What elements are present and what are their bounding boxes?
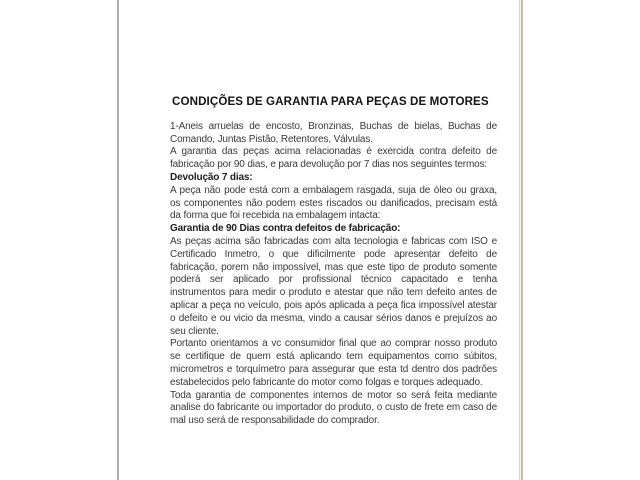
page-left-border bbox=[117, 0, 119, 480]
paragraph-return-terms: A peça não pode está com a embalagem rasgada, suja de óleo ou graxa, os componentes não podem estes riscados ou danificados, precisam está da forma que foi recebida na embalagem intacta: bbox=[170, 184, 497, 222]
paragraph-final-note: Toda garantia de componentes internos de motor so será feita mediante analise do fabricante ou importador do produto, o custo de frete em caso de mal uso será de responsabilidade do comprador. bbox=[170, 389, 497, 427]
document-title: CONDIÇÕES DE GARANTIA PARA PEÇAS DE MOTORES bbox=[172, 95, 489, 108]
page-right-border bbox=[519, 0, 523, 480]
paragraph-warranty-intro: A garantia das peças acima relacionadas é exercida contra defeito de fabricação por 90 dias, e para devolução por 7 dias nos seguintes termos: bbox=[170, 146, 497, 171]
paragraph-warranty-details-2: Portanto orientamos a vc consumidor final que ao comprar nosso produto se certifique de quem está aplicando tem equipamentos como súbitos, micrometros e torquímetro para assegurar que esta td dentro dos padrões estabelecidos pelo fabricante do motor como folgas e torques adequado. bbox=[170, 338, 497, 388]
paragraph-warranty-details-1: As peças acima são fabricadas com alta tecnologia e fabricas com ISO e Certificado Inmetro, o que dificilmente pode apresentar defeito de fabricação, porem não impossível, mas que este tipo de produto somente poderá ser aplicado por profissional técnico capacitado e tenha instrumentos para medir o produto e atestar que não tem defeito antes de aplicar a peça no veículo, pois após aplicada a peça fica impossível atestar o defeito e ou vicio da mesma, vindo a causar sérios danos e prejuízos ao seu cliente. bbox=[170, 235, 497, 337]
heading-90-day-warranty: Garantia de 90 Dias contra defeitos de fabricação: bbox=[170, 223, 401, 235]
document-body bbox=[170, 96, 497, 428]
heading-return-7-days: Devolução 7 dias: bbox=[170, 171, 253, 183]
paragraph-parts-list: 1-Aneis arruelas de encosto, Bronzinas, Buchas de bielas, Buchas de Comando, Juntas Pistão, Retentores, Válvulas. bbox=[170, 120, 497, 145]
